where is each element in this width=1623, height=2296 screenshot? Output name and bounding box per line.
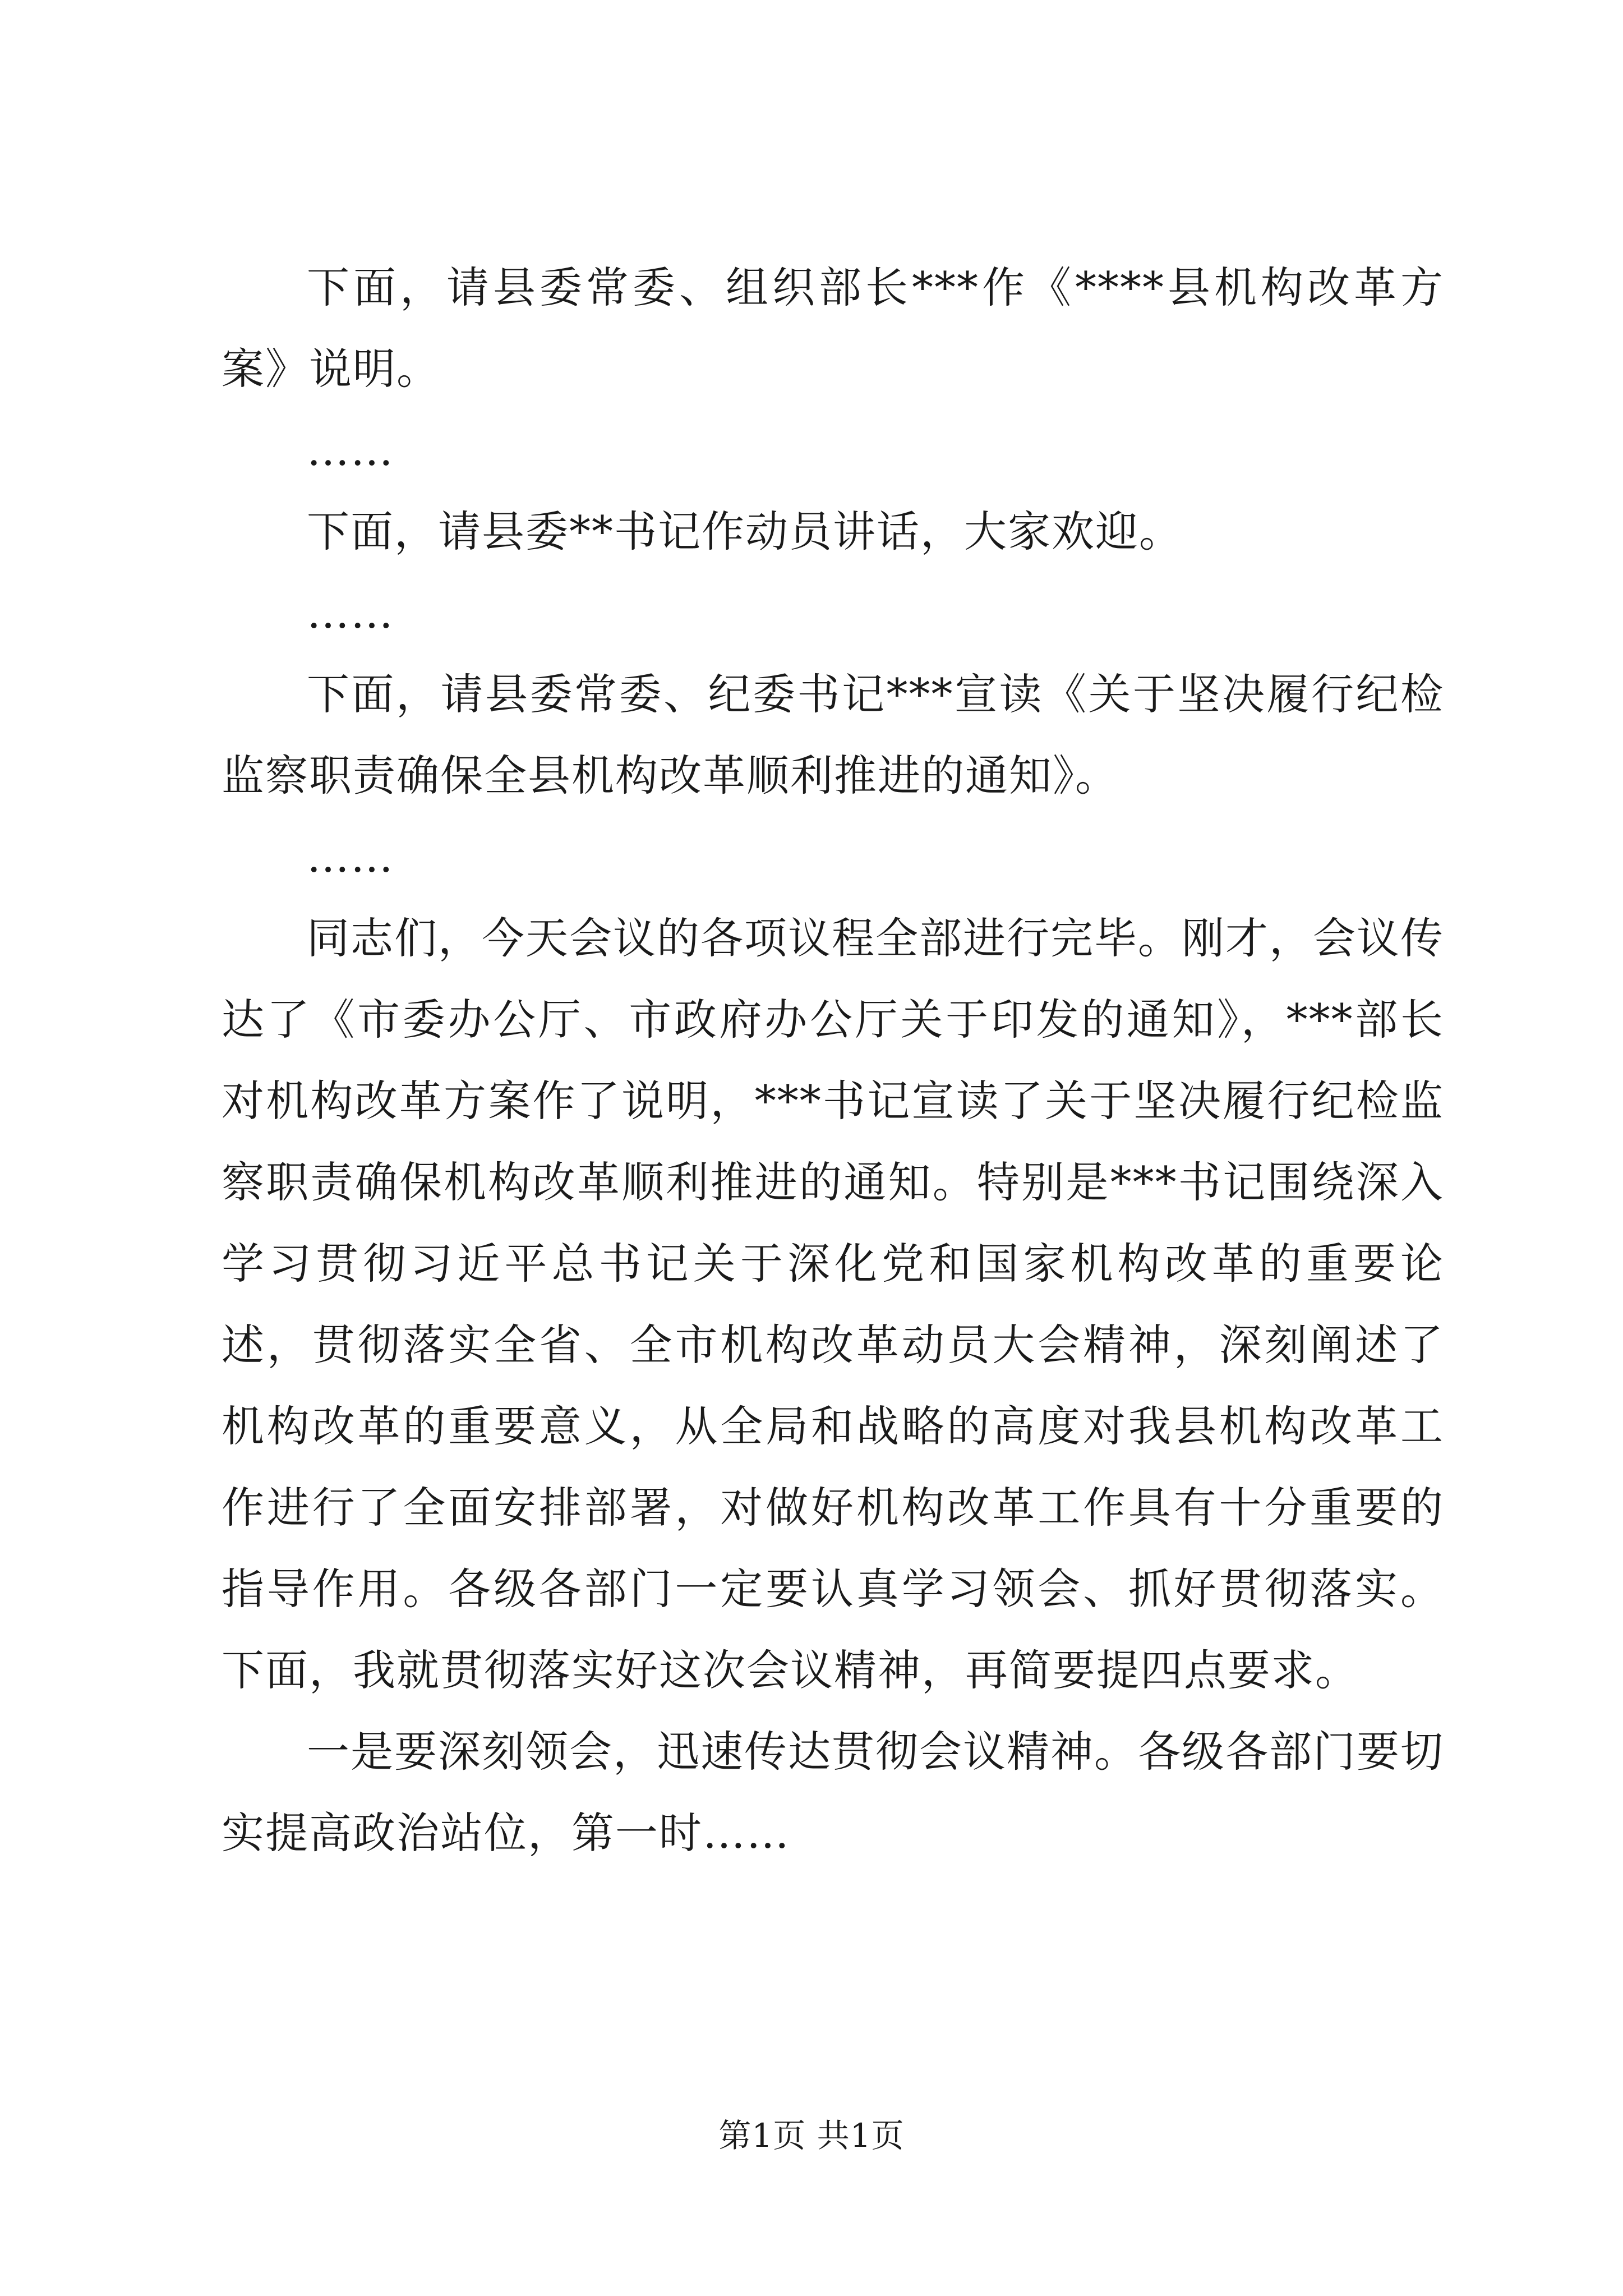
paragraph: 同志们，今天会议的各项议程全部进行完毕。刚才，会议传达了《市委办公厅、市政府办公厅关于印发的通知》，***部长对机构改革方案作了说明，***书记宣读了关于坚决履行纪检监察职责确保机构改革顺利推进的通知。特别是***书记围绕深入学习贯彻习近平总书记关于深化党和国家机构改革的重要论述，贯彻落实全省、全市机构改革动员大会精神，深刻阐述了机构改革的重要意义，从全局和战略的高度对我县机构改革工作进行了全面安排部署，对做好机构改革工作具有十分重要的指导作用。各级各部门一定要认真学习领会、抓好贯彻落实。下面，我就贯彻落实好这次会议精神，再简要提四点要求。	[222, 913, 1444, 1695]
paragraph: 下面，请县委常委、纪委书记***宣读《关于坚决履行纪检监察职责确保全县机构改革顺利推进的通知》。	[222, 669, 1444, 800]
paragraph: ……	[307, 832, 394, 882]
paragraph: ……	[307, 425, 394, 475]
page-footer: 第1页 共1页	[718, 2116, 905, 2155]
paragraph: 下面，请县委常委、组织部长***作《****县机构改革方案》说明。	[222, 263, 1444, 394]
paragraph: 下面，请县委**书记作动员讲话，大家欢迎。	[307, 507, 1183, 556]
paragraph: ……	[307, 588, 394, 638]
document-body	[222, 247, 1444, 1874]
paragraph: 一是要深刻领会，迅速传达贯彻会议精神。各级各部门要切实提高政治站位，第一时……	[222, 1727, 1444, 1858]
